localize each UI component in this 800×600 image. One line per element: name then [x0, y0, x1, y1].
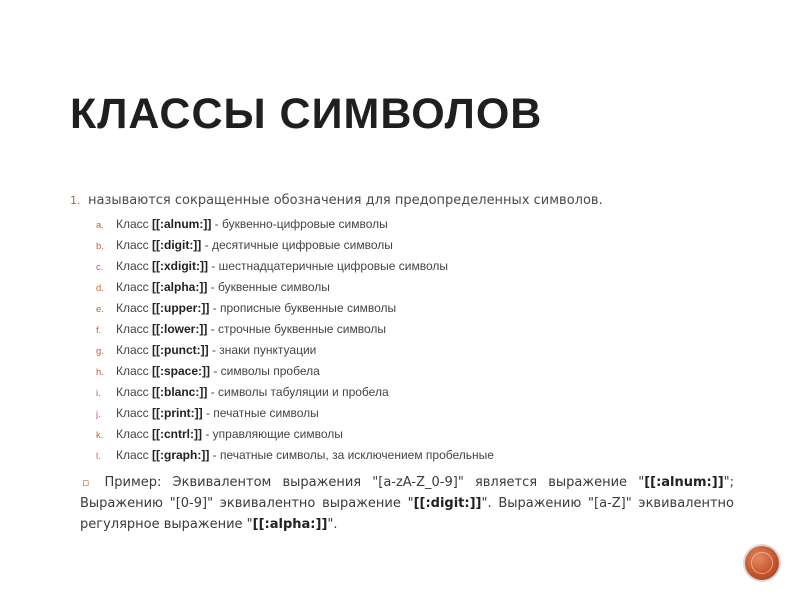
slide-title: КЛАССЫ СИМВОЛОВ [70, 90, 543, 138]
list-item [96, 214, 494, 235]
class-prefix: Класс [116, 322, 152, 336]
list-item [96, 235, 494, 256]
class-name: [[:upper:]] [152, 301, 210, 315]
list-marker: f. [96, 325, 102, 336]
class-desc: - шестнадцатеричные цифровые символы [207, 259, 448, 273]
class-name: [[:cntrl:]] [152, 427, 202, 441]
class-prefix: Класс [116, 301, 152, 315]
class-name: [[:alnum:]] [152, 217, 212, 231]
class-desc: - строчные буквенные символы [207, 322, 386, 336]
list-marker: i. [96, 388, 101, 399]
class-desc: - буквенно-цифровые символы [211, 217, 388, 231]
class-prefix: Класс [116, 385, 152, 399]
list-marker: d. [96, 283, 104, 294]
class-prefix: Класс [116, 259, 152, 273]
list-item [96, 277, 494, 298]
class-prefix: Класс [116, 280, 152, 294]
list-marker: c. [96, 262, 104, 273]
intro-item [70, 193, 603, 208]
example-code-2: [[:digit:]] [413, 496, 482, 511]
class-desc: - прописные буквенные символы [209, 301, 397, 315]
list-marker: g. [96, 346, 104, 357]
list-marker: l. [96, 451, 101, 462]
orange-circle-logo-icon [745, 546, 779, 580]
example-text-3: ". Выражению "[a-Z]" эквивалентно регулярное выражение " [80, 496, 734, 532]
class-name: [[:space:]] [152, 364, 211, 378]
class-name: [[:xdigit:]] [152, 259, 208, 273]
intro-text: называются сокращенные обозначения для предопределенных символов. [88, 193, 603, 208]
example-code-3: [[:alpha:]] [252, 517, 328, 532]
list-item [96, 403, 494, 424]
character-class-list [96, 214, 494, 466]
list-item [96, 340, 494, 361]
example-text-1: Пример: Эквивалентом выражения "[a-zA-Z_0-9]" является выражение " [104, 475, 645, 490]
logo-ring [751, 552, 773, 574]
class-name: [[:lower:]] [152, 322, 208, 336]
example-text-4: ". [327, 517, 338, 532]
list-marker: b. [96, 241, 104, 252]
list-marker: h. [96, 367, 104, 378]
example-paragraph [80, 472, 734, 535]
class-prefix: Класс [116, 406, 152, 420]
class-desc: - символы пробела [210, 364, 320, 378]
example-text-2: "; Выражению "[0-9]" эквивалентно выражение " [80, 475, 734, 511]
list-item [96, 424, 494, 445]
list-marker: e. [96, 304, 104, 315]
class-desc: - буквенные символы [207, 280, 330, 294]
list-item [96, 382, 494, 403]
class-desc: - печатные символы, за исключением пробельные [209, 448, 494, 462]
list-item [96, 298, 494, 319]
class-name: [[:digit:]] [152, 238, 202, 252]
class-prefix: Класс [116, 343, 152, 357]
list-item [96, 319, 494, 340]
class-prefix: Класс [116, 364, 152, 378]
list-marker: j. [96, 409, 101, 420]
example-code-1: [[:alnum:]] [644, 475, 724, 490]
list-item [96, 361, 494, 382]
class-desc: - печатные символы [202, 406, 319, 420]
square-bullet-icon: ▫ [82, 476, 97, 489]
class-name: [[:punct:]] [152, 343, 209, 357]
class-prefix: Класс [116, 238, 152, 252]
class-prefix: Класс [116, 427, 152, 441]
class-desc: - символы табуляции и пробела [207, 385, 389, 399]
class-prefix: Класс [116, 448, 152, 462]
list-marker: k. [96, 430, 104, 441]
list-marker: a. [96, 220, 104, 231]
class-desc: - десятичные цифровые символы [201, 238, 393, 252]
class-desc: - знаки пунктуации [208, 343, 317, 357]
class-name: [[:alpha:]] [152, 280, 208, 294]
class-name: [[:blanc:]] [152, 385, 208, 399]
class-name: [[:print:]] [152, 406, 203, 420]
list-item [96, 256, 494, 277]
class-desc: - управляющие символы [201, 427, 343, 441]
list-item [96, 445, 494, 466]
class-prefix: Класс [116, 217, 152, 231]
intro-marker: 1. [70, 194, 81, 207]
class-name: [[:graph:]] [152, 448, 210, 462]
